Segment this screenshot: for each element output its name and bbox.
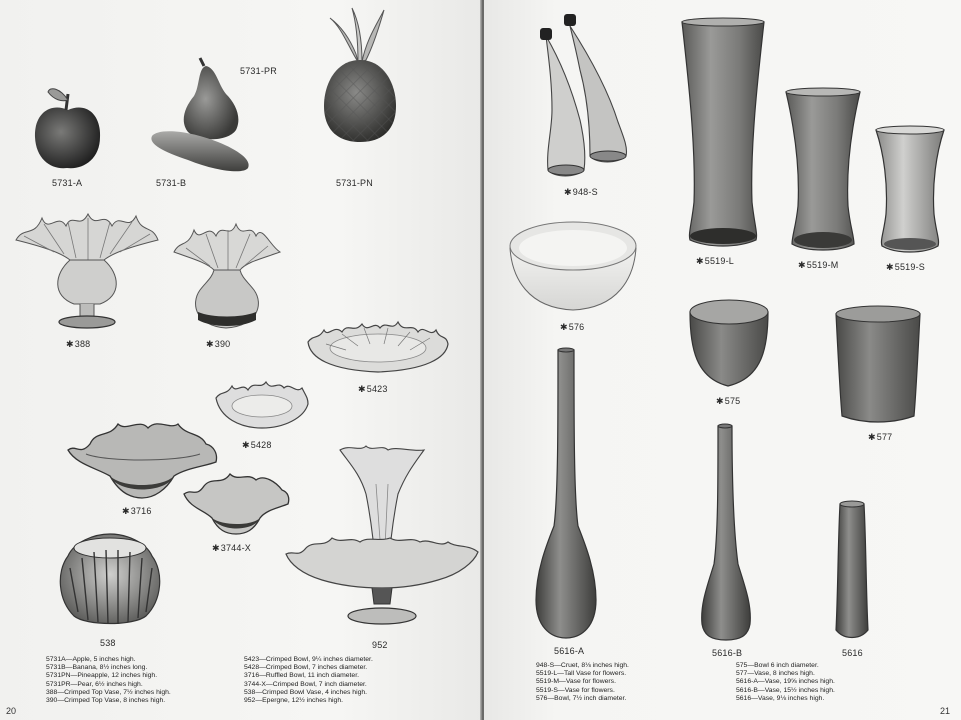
caption-line: 576—Bowl, 7½ inch diameter.	[536, 694, 627, 702]
star-icon: ✱	[886, 262, 894, 272]
caption-line: 952—Epergne, 12½ inches high.	[244, 697, 344, 705]
label-5731-pr: 5731-PR	[240, 66, 277, 76]
star-icon: ✱	[206, 339, 214, 349]
crimped-bowl-3744x-figure	[182, 468, 292, 536]
crimped-bowl-vase-538-figure	[54, 528, 166, 630]
star-icon: ✱	[564, 187, 572, 197]
star-icon: ✱	[716, 396, 724, 406]
bowl-575-figure	[688, 298, 770, 390]
label-390: ✱390	[206, 339, 231, 349]
star-icon: ✱	[560, 322, 568, 332]
label-577: ✱577	[868, 432, 893, 442]
caption-line: 5616—Vase, 9⅛ inches high.	[736, 694, 825, 702]
crimped-vase-388-figure	[14, 204, 160, 334]
label-5428: ✱5428	[242, 440, 272, 450]
label-5616: 5616	[842, 648, 863, 658]
star-icon: ✱	[358, 384, 366, 394]
epergne-952-figure	[284, 444, 480, 634]
vase-5616-figure	[834, 500, 870, 642]
label-948-s: ✱948-S	[564, 187, 598, 197]
star-icon: ✱	[122, 506, 130, 516]
right-page	[484, 0, 961, 720]
label-388: ✱388	[66, 339, 91, 349]
apple-figure	[30, 82, 105, 174]
label-3716: ✱3716	[122, 506, 152, 516]
caption-list-left-2	[244, 656, 373, 705]
star-icon: ✱	[66, 339, 74, 349]
vase-5519l-figure	[678, 16, 768, 248]
caption-line: 5428—Crimped Bowl, 7 inches diameter.	[244, 664, 368, 672]
label-3744-x: ✱3744-X	[212, 543, 251, 553]
caption-line: 5519-S—Vase for flowers.	[536, 686, 615, 694]
caption-line: 3716—Ruffled Bowl, 11 inch diameter.	[244, 672, 359, 680]
pineapple-figure	[318, 6, 402, 171]
label-5731-a: 5731-A	[52, 178, 83, 188]
label-5519-m: ✱5519-M	[798, 260, 839, 270]
bowl-576-figure	[508, 218, 638, 314]
vase-5519m-figure	[782, 86, 864, 254]
caption-list-left-1	[46, 656, 171, 705]
caption-line: 577—Vase, 8 inches high.	[736, 670, 815, 678]
label-5519-l: ✱5519-L	[696, 256, 734, 266]
caption-line: 5616-A—Vase, 19⅝ inches high.	[736, 678, 835, 686]
caption-line: 5731PN—Pineapple, 12 inches high.	[46, 672, 158, 680]
caption-line: 575—Bowl 6 inch diameter.	[736, 662, 819, 669]
caption-line: 948-S—Cruet, 8⅛ inches high.	[536, 662, 629, 669]
label-576: ✱576	[560, 322, 585, 332]
caption-line: 5731B—Banana, 8½ inches long.	[46, 664, 148, 672]
label-5423: ✱5423	[358, 384, 388, 394]
vase-5519s-figure	[872, 124, 948, 256]
star-icon: ✱	[798, 260, 806, 270]
page-number-right: 21	[940, 706, 951, 716]
caption-line: 390—Crimped Top Vase, 8 inches high.	[46, 697, 166, 705]
label-575: ✱575	[716, 396, 741, 406]
label-5731-b: 5731-B	[156, 178, 187, 188]
caption-list-right-1	[536, 662, 629, 703]
crimped-vase-390-figure	[172, 216, 282, 334]
caption-line: 5731PR—Pear, 6½ inches high.	[46, 680, 143, 688]
label-5731-pn: 5731-PN	[336, 178, 373, 188]
caption-line: 3744-X—Crimped Bowl, 7 inch diameter.	[244, 680, 367, 688]
star-icon: ✱	[696, 256, 704, 266]
caption-line: 388—Crimped Top Vase, 7½ inches high.	[46, 688, 171, 696]
caption-line: 538—Crimped Bowl Vase, 4 inches high.	[244, 688, 368, 696]
caption-line: 5423—Crimped Bowl, 9¼ inches diameter.	[244, 656, 373, 663]
cruet-948s-figure	[536, 10, 636, 182]
star-icon: ✱	[868, 432, 876, 442]
label-5616-a: 5616-A	[554, 646, 585, 656]
label-538: 538	[100, 638, 116, 648]
vase-577-figure	[834, 304, 922, 424]
crimped-bowl-5423-figure	[306, 316, 450, 378]
label-5519-s: ✱5519-S	[886, 262, 925, 272]
star-icon: ✱	[242, 440, 250, 450]
label-952: 952	[372, 640, 388, 650]
crimped-bowl-5428-figure	[214, 376, 310, 432]
label-5616-b: 5616-B	[712, 648, 743, 658]
page-number-left: 20	[6, 706, 17, 716]
star-icon: ✱	[212, 543, 220, 553]
vase-5616b-figure	[698, 424, 754, 642]
caption-line: 5519-M—Vase for flowers.	[536, 678, 616, 686]
vase-5616a-figure	[534, 346, 598, 642]
caption-line: 5731A—Apple, 5 inches high.	[46, 656, 136, 663]
caption-line: 5519-L—Tall Vase for flowers.	[536, 670, 627, 678]
caption-list-right-2	[736, 662, 835, 703]
caption-line: 5616-B—Vase, 15½ inches high.	[736, 686, 835, 694]
